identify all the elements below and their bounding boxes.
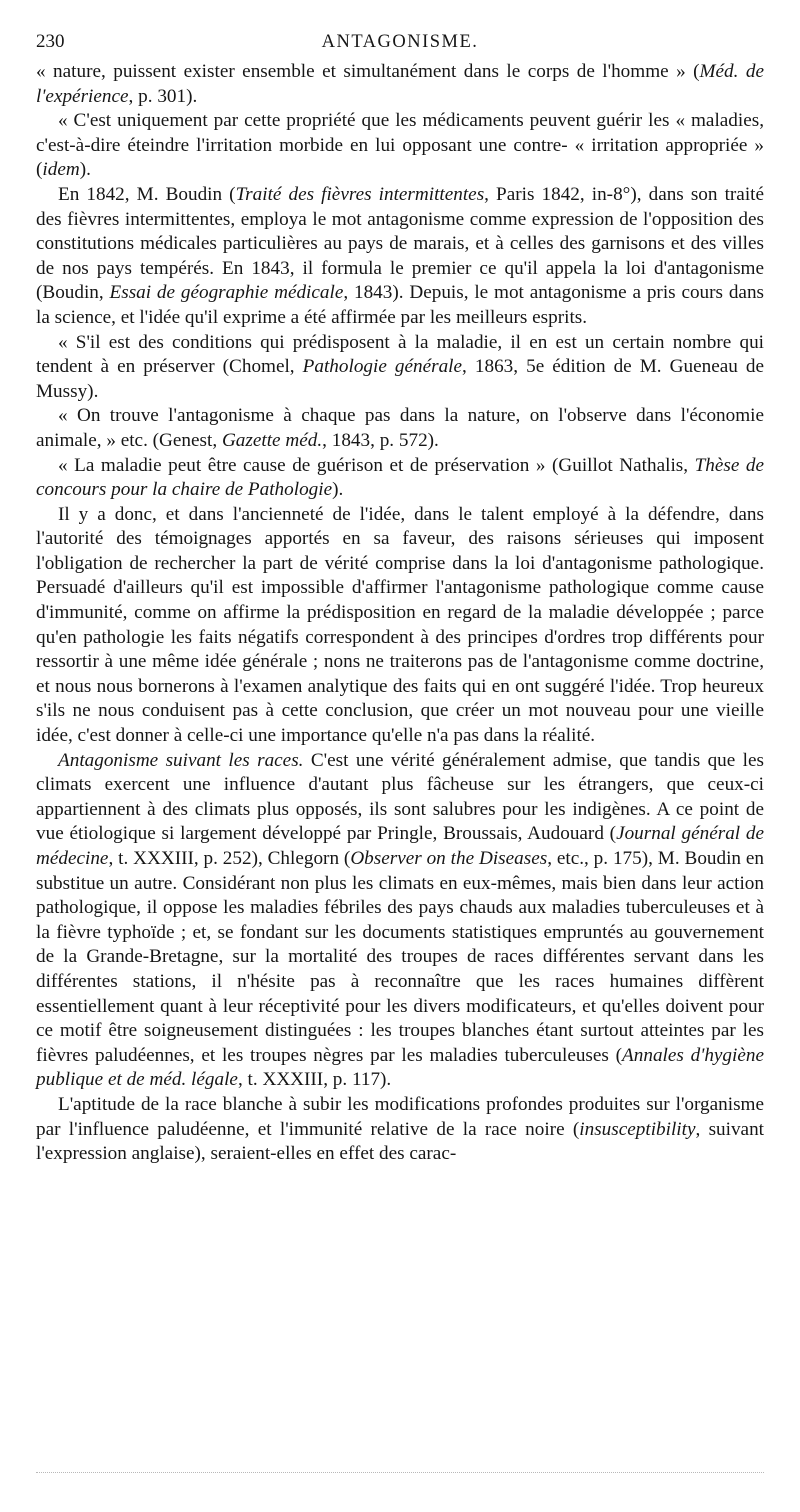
- italic-citation: idem: [42, 159, 80, 181]
- page-number: 230: [36, 31, 65, 52]
- page-footer-rule: [36, 1472, 764, 1473]
- paragraph: [36, 454, 764, 503]
- text-segment: , p. 301).: [128, 85, 198, 107]
- italic-citation: Traité des fièvres intermittentes: [235, 183, 485, 205]
- text-segment: Il y a donc, et dans l'ancienneté de l'idée, dans le talent employé à la défendre, dans l'autorité des témoignages apportés en sa faveur, des raisons sérieuses qui imposent l'obligation de rechercher la part de vérité comprise dans la loi d'antagonisme pathologique. Persuadé d'ailleurs qu'il est impossible d'affirmer l'antagonisme pathologique comme cause d'immunité, comme on affirme la prédisposition en regard de la maladie développée ; parce qu'en pathologie les faits négatifs correspondent à des principes d'ordres trop différents pour ressortir à une même idée générale ; nons ne traiterons pas de l'antagonisme comme doctrine, et nous nous bornerons à l'examen analytique des faits qui en ont suggéré l'idée. Trop heureux s'ils ne nous conduisent pas à cette conclusion, que créer un mot nouveau pour une vieille idée, c'est donner à celle-ci une importance qu'elle n'a pas dans la réalité.: [36, 503, 764, 747]
- text-segment: En 1842, M. Boudin (: [58, 183, 236, 205]
- paragraph: [36, 404, 764, 453]
- text-segment: L'aptitude de la race blanche à subir les modifications profondes produites sur l'organisme par l'influence paludéenne, et l'immunité relative de la race noire (: [36, 1093, 764, 1140]
- italic-citation: Pathologie générale: [302, 356, 463, 378]
- text-segment: , Paris 1842, in-8°), dans son traité des fièvres intermittentes, employa le mot antagonisme comme expression de l'opposition des constitutions médicales particulières au pays de marais, et à celles des garnisons et des villes de nos pays tempérés. En 1843, il formula le premier ce qu'il appela la loi d'antagonisme (Boudin,: [36, 183, 764, 304]
- italic-citation: Journal général de médecine: [36, 823, 764, 869]
- document-page: [36, 30, 764, 1167]
- italic-citation: Essai de géographie médicale: [109, 282, 344, 304]
- text-segment: ).: [79, 159, 91, 181]
- text-segment: C'est une vérité généralement admise, que tandis que les climats exercent une influence d'autant plus fâcheuse sur les étrangers, que ceux-ci appartiennent à des climats plus opposés, ils sont salubres pour les indigènes. A ce point de vue étiologique si largement développé par Pringle, Broussais, Audouard (: [36, 749, 764, 845]
- italic-citation: Antagonisme suivant les races.: [58, 749, 304, 771]
- text-segment: , suivant l'expression anglaise), seraient-elles en effet des carac-: [36, 1118, 764, 1165]
- text-segment: « nature, puissent exister ensemble et simultanément dans le corps de l'homme » (: [36, 61, 700, 82]
- text-segment: , 1843). Depuis, le mot antagonisme a pris cours dans la science, et l'idée qu'il exprime a été affirmée par les meilleurs esprits.: [36, 282, 765, 328]
- italic-citation: Thèse de concours pour la chaire de Pathologie: [36, 454, 765, 501]
- text-segment: , 1863, 5e édition de M. Gueneau de Mussy).: [36, 356, 764, 402]
- text-segment: , t. XXXIII, p. 252), Chlegorn (: [108, 848, 351, 869]
- text-segment: ).: [332, 479, 344, 501]
- italic-citation: Gazette méd.: [221, 429, 323, 451]
- paragraph: [36, 1093, 764, 1167]
- text-segment: « La maladie peut être cause de guérison et de préservation » (Guillot Nathalis,: [58, 454, 695, 476]
- text-segment: , etc., p. 175), M. Boudin en substitue un autre. Considérant non plus les climats en eux-mêmes, mais bien dans leur action pathologique, il oppose les maladies fébriles des pays chauds aux maladies tuberculeuses et à la fièvre typhoïde ; et, se fondant sur les documents statistiques empruntés au gouvernement de la Grande-Bretagne, sur la mortalité des troupes de races différentes servant dans les différentes stations, il n'hésite pas à reconnaître que les races humaines diffèrent essentiellement quant à leur réceptivité pour les divers modificateurs, et qu'elles doivent pour ce motif être soigneusement distinguées : les troupes blanches étant surtout atteintes par les fièvres paludéennes, et les troupes nègres par les maladies tuberculeuses (: [36, 848, 765, 1066]
- paragraph: [36, 503, 764, 749]
- text-segment: , 1843, p. 572).: [322, 429, 439, 451]
- running-title: ANTAGONISME.: [321, 32, 479, 52]
- text-segment: , t. XXXIII, p. 117).: [237, 1069, 392, 1091]
- paragraph: [36, 331, 764, 405]
- text-segment: « S'il est des conditions qui prédisposent à la maladie, il en est un certain nombre qui tendent à en préserver (Chomel,: [36, 331, 764, 378]
- paragraph: [36, 60, 764, 109]
- page-header: [36, 30, 764, 58]
- italic-citation: Observer on the Diseases: [350, 848, 548, 869]
- italic-citation: Méd. de l'expérience: [36, 61, 764, 107]
- text-segment: « On trouve l'antagonisme à chaque pas dans la nature, on l'observe dans l'économie animale, » etc. (Genest,: [36, 405, 764, 451]
- italic-citation: insusceptibility: [579, 1118, 696, 1140]
- text-segment: « C'est uniquement par cette propriété que les médicaments peuvent guérir les « maladies, c'est-à-dire éteindre l'irritation morbide en lui opposant une contre- « irritation appropriée » (: [36, 110, 764, 181]
- paragraph: [36, 183, 764, 331]
- paragraph: [36, 749, 764, 1093]
- paragraph: [36, 109, 764, 183]
- body-text: [36, 60, 764, 1167]
- italic-citation: Annales d'hygiène publique et de méd. légale: [36, 1044, 764, 1091]
